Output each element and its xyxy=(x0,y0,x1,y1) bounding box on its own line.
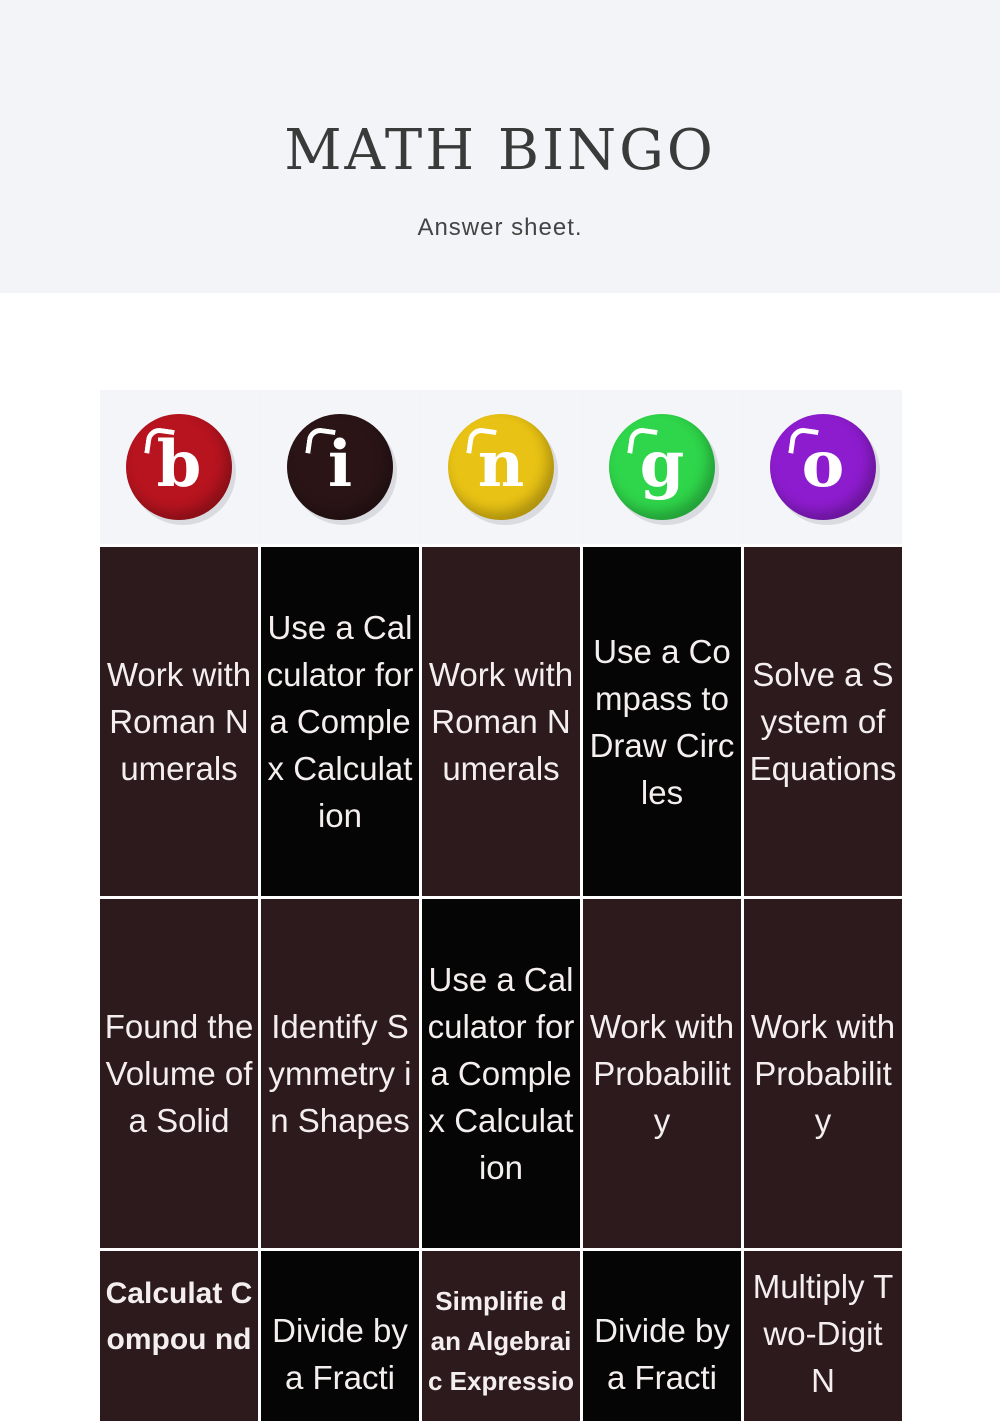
ball-letter: b xyxy=(156,427,202,502)
page-title: MATH BINGO xyxy=(284,118,716,183)
bingo-cell: Multiply Two-Digit N xyxy=(744,1251,902,1421)
ball-cell-n xyxy=(422,390,580,544)
bingo-cell: Use a Calculator for a Complex Calculation xyxy=(261,547,419,896)
bingo-cell: Solve a System of Equations xyxy=(744,547,902,896)
bingo-cell: Work with Roman Numerals xyxy=(100,547,258,896)
bingo-board xyxy=(100,390,902,1421)
bingo-cell: Calculat Compou nd xyxy=(100,1251,258,1421)
bingo-row-1 xyxy=(100,547,902,896)
bingo-cell: Divide by a Fracti xyxy=(261,1251,419,1421)
header xyxy=(0,0,1000,293)
bingo-ball-b xyxy=(126,414,232,520)
bingo-cell: Use a Compass to Draw Circles xyxy=(583,547,741,896)
bingo-cell: Work with Probability xyxy=(583,899,741,1248)
ball-letter: o xyxy=(801,427,845,502)
bingo-cell: Divide by a Fracti xyxy=(583,1251,741,1421)
ball-cell-b xyxy=(100,390,258,544)
bingo-cell: Identify Symmetry in Shapes xyxy=(261,899,419,1248)
page-subtitle: Answer sheet. xyxy=(417,214,583,241)
ball-letter: g xyxy=(639,427,685,502)
bingo-cell: Simplifie d an Algebraic Expressio xyxy=(422,1251,580,1421)
bingo-cell: Use a Calculator for a Complex Calculation xyxy=(422,899,580,1248)
bingo-header-row xyxy=(100,390,902,544)
bingo-cell: Work with Roman Numerals xyxy=(422,547,580,896)
ball-cell-o xyxy=(744,390,902,544)
ball-letter: i xyxy=(327,427,353,502)
bingo-ball-g xyxy=(609,414,715,520)
bingo-row-2 xyxy=(100,899,902,1248)
bingo-ball-n xyxy=(448,414,554,520)
ball-cell-i xyxy=(261,390,419,544)
bingo-ball-o xyxy=(770,414,876,520)
bingo-cell: Work with Probability xyxy=(744,899,902,1248)
ball-letter: n xyxy=(477,427,525,502)
ball-cell-g xyxy=(583,390,741,544)
bingo-ball-i xyxy=(287,414,393,520)
bingo-row-3 xyxy=(100,1251,902,1421)
bingo-cell: Found the Volume of a Solid xyxy=(100,899,258,1248)
